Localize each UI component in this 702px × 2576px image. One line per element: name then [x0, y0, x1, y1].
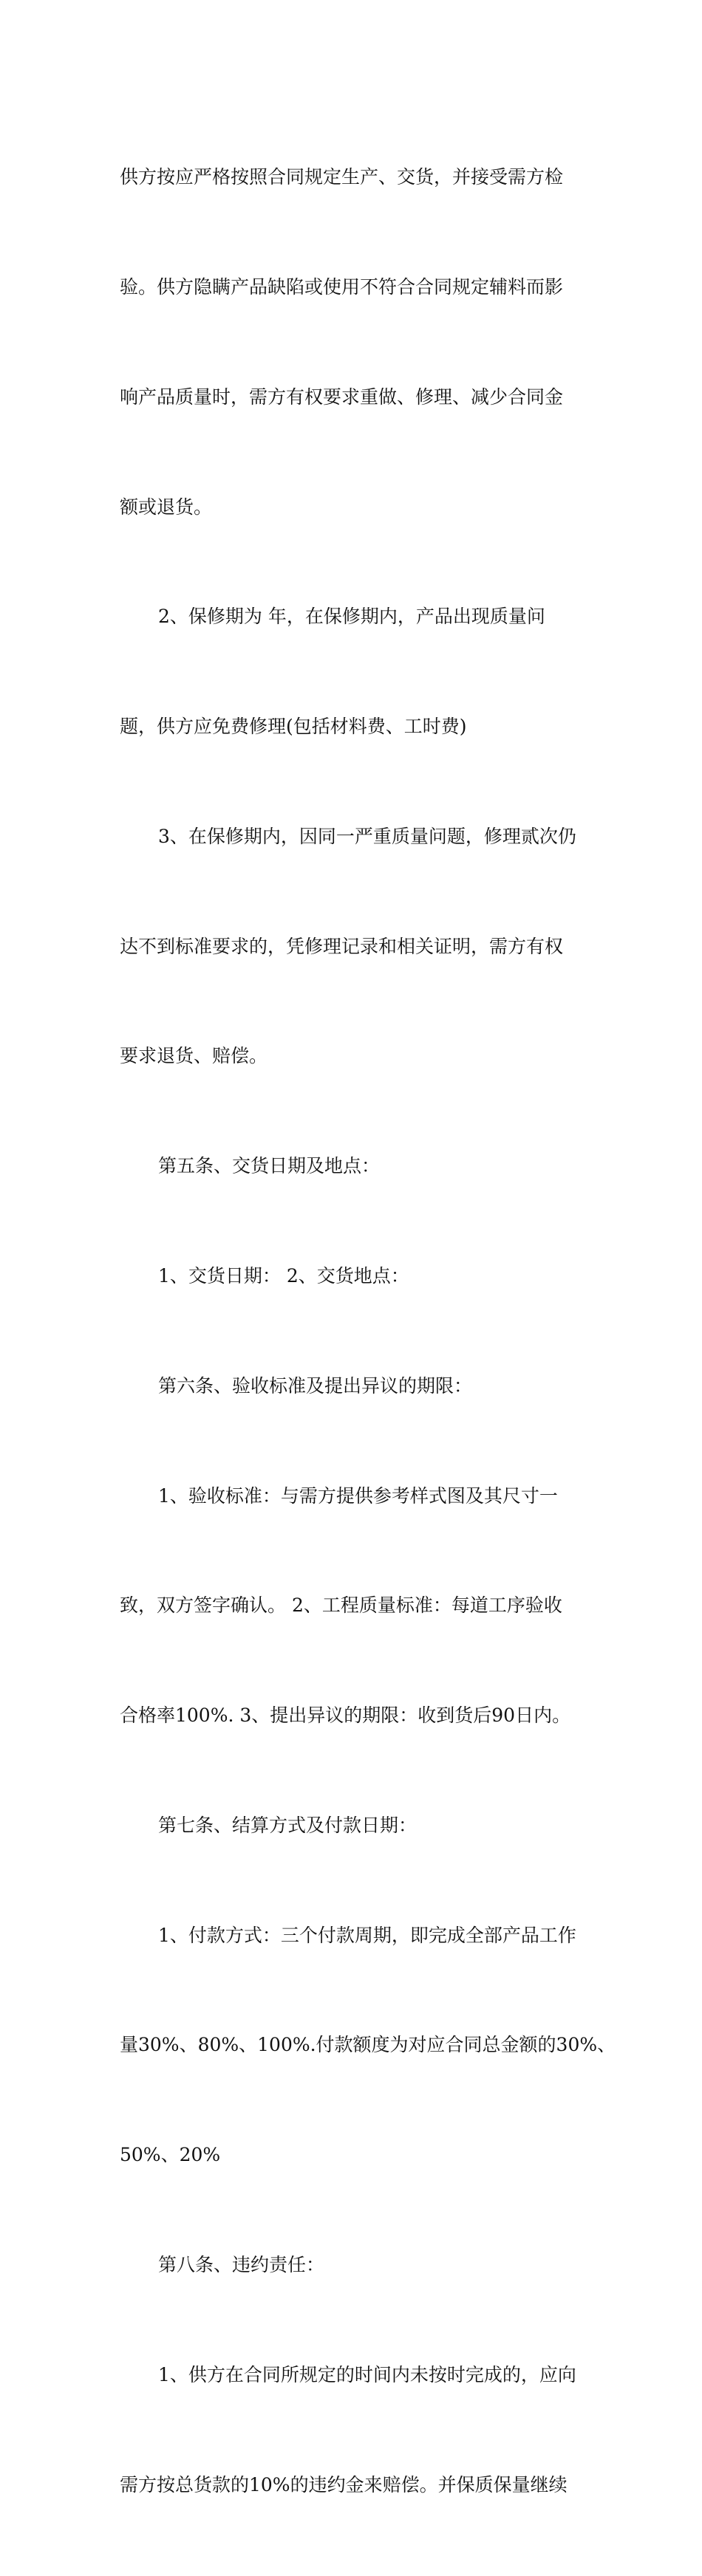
text-line: 题，供方应免费修理(包括材料费、工时费): [120, 716, 467, 738]
contract-body: [120, 86, 616, 2576]
text-line: 1、付款方式：三个付款周期，即完成全部产品工作: [158, 1924, 576, 1946]
text-line: 2、保修期为 年，在保修期内，产品出现质量问: [158, 606, 545, 628]
text-line: 达不到标准要求的，凭修理记录和相关证明，需方有权: [120, 935, 564, 957]
text-line: 要求退货、赔偿。: [120, 1045, 268, 1067]
text-line: 合格率100%. 3、提出异议的期限：收到货后90日内。: [120, 1705, 571, 1727]
section-heading: 第八条、违约责任：: [158, 2254, 325, 2276]
section-heading: 第五条、交货日期及地点：: [158, 1155, 381, 1177]
section-heading: 第六条、验收标准及提出异议的期限：: [158, 1374, 473, 1397]
text-line: 验。供方隐瞒产品缺陷或使用不符合合同规定辅料而影: [120, 275, 564, 298]
text-line: 3、在保修期内，因同一严重质量问题，修理贰次仍: [158, 825, 576, 847]
text-line: 供方按应严格按照合同规定生产、交货，并接受需方检: [120, 166, 564, 188]
section-heading: 第七条、结算方式及付款日期：: [158, 1814, 418, 1836]
text-line: 致，双方签字确认。 2、工程质量标准：每道工序验收: [120, 1594, 562, 1617]
text-line: 1、供方在合同所规定的时间内未按时完成的，应向: [158, 2363, 576, 2385]
text-line: 额或退货。: [120, 496, 213, 518]
text-line: 1、验收标准：与需方提供参考样式图及其尺寸一: [158, 1484, 558, 1507]
document-page: [120, 86, 616, 2576]
text-line: 1、交货日期： 2、交货地点：: [158, 1265, 409, 1287]
text-line: 响产品质量时，需方有权要求重做、修理、减少合同金: [120, 386, 564, 408]
text-line: 量30%、80%、100%.付款额度为对应合同总金额的30%、: [120, 2034, 616, 2056]
text-line: 需方按总货款的10%的违约金来赔偿。并保质保量继续: [120, 2473, 568, 2496]
text-line: 50%、20%: [120, 2144, 221, 2166]
